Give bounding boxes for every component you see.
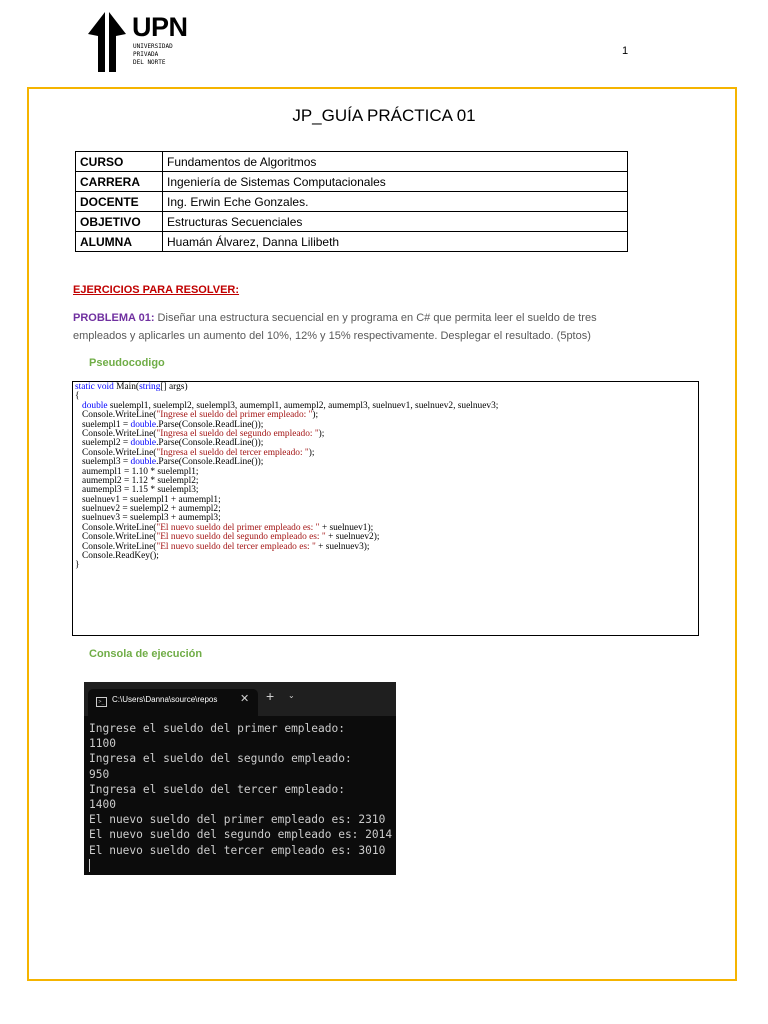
code-text: Console.WriteLine( [75,532,157,543]
code-string: "El nuevo sueldo del primer empleado es: " [156,522,320,533]
code-line [75,543,696,552]
code-text: suelnuev1 = suelempl1 + aumempl1; [75,494,221,505]
info-value: Estructuras Secuenciales [163,212,628,232]
code-keyword: double [130,419,157,430]
code-text: } [75,560,80,571]
table-row [76,212,628,232]
code-text: suelnuev3 = suelempl3 + aumempl3; [75,513,221,524]
info-value: Fundamentos de Algoritmos [163,152,628,172]
console-line: 950 [89,767,110,781]
code-string: "Ingrese el sueldo del primer empleado: " [156,410,313,421]
code-text: suelnuev2 = suelempl2 + aumempl2; [75,504,221,515]
console-line: El nuevo sueldo del primer empleado es: 2310 [89,813,386,827]
code-text: + suelnuev3); [315,541,370,552]
info-key: ALUMNA [76,232,163,252]
code-keyword: double [130,438,157,449]
code-block [72,381,699,636]
info-value: Ing. Erwin Eche Gonzales. [163,192,628,212]
info-value: Huamán Álvarez, Danna Lilibeth [163,232,628,252]
console-line: Ingrese el sueldo del primer empleado: [89,722,345,735]
problem-statement [73,309,643,345]
code-text: Console.WriteLine( [75,447,157,458]
terminal-icon: >_ [96,697,107,707]
code-string: "Ingresa el sueldo del tercer empleado: " [156,447,309,458]
info-table [75,151,628,252]
code-text: Console.WriteLine( [75,428,157,439]
logo-sub-line: DEL NORTE [133,59,166,66]
code-text: suelempl1, suelempl2, suelempl3, aumempl1, aumempl2, aumempl3, suelnuev1, suelnuev2, suelnuev3; [107,400,499,411]
console-tab-title: C:\Users\Danna\source\repos [112,695,218,704]
console-tab-bar [84,682,396,716]
table-row [76,172,628,192]
upn-arrow-icon [88,12,130,72]
code-text: suelempl3 = [75,457,131,468]
code-text: aumempl2 = 1.12 * suelempl2; [75,475,199,486]
code-text: aumempl1 = 1.10 * suelempl1; [75,466,199,477]
code-keyword: double [82,400,108,411]
console-tab[interactable] [88,689,258,716]
code-string: "El nuevo sueldo del tercer empleado es: " [156,541,316,552]
console-window [84,682,396,875]
code-keyword: static void [75,382,114,392]
console-output [89,721,392,858]
console-line: Ingresa el sueldo del tercer empleado: [89,782,345,796]
text-cursor [89,859,90,872]
code-text: + suelnuev2); [325,532,380,543]
code-keyword: double [130,457,157,468]
logo-word: UPN [132,12,188,42]
code-text: .Parse(Console.ReadLine()); [156,419,264,430]
code-text: suelempl1 = [75,419,131,430]
code-text: Console.WriteLine( [75,410,157,421]
code-text: ); [312,410,319,421]
code-line [75,561,696,570]
table-row [76,192,628,212]
console-line: Ingresa el sueldo del segundo empleado: [89,752,352,766]
page-number: 1 [622,45,629,57]
new-tab-icon[interactable]: + [266,688,275,704]
table-row [76,152,628,172]
code-text: .Parse(Console.ReadLine()); [156,438,264,449]
console-line: El nuevo sueldo del tercer empleado es: 3010 [89,843,386,857]
info-key: CURSO [76,152,163,172]
logo-sub-line: PRIVADA [133,51,159,58]
info-key: CARRERA [76,172,163,192]
code-text: Console.WriteLine( [75,522,157,533]
code-text: ); [308,447,315,458]
console-line: 1400 [89,798,116,812]
code-text: ); [318,428,325,439]
code-line [75,552,696,561]
code-line [75,383,696,392]
info-key: DOCENTE [76,192,163,212]
code-string: "El nuevo sueldo del segundo empleado es: " [156,532,326,543]
console-heading: Consola de ejecución [89,648,203,660]
exercises-heading: EJERCICIOS PARA RESOLVER: [73,284,240,296]
console-line: 1100 [89,737,116,751]
chevron-down-icon[interactable]: ⌄ [288,691,295,700]
code-text: + suelnuev1); [319,522,374,533]
code-text: Main( [113,382,140,392]
code-text: { [75,391,80,402]
code-text: suelempl2 = [75,438,131,449]
code-text: Console.WriteLine( [75,541,157,552]
pseudocode-heading: Pseudocodigo [89,357,165,369]
code-text: aumempl3 = 1.15 * suelempl3; [75,485,199,496]
info-key: OBJETIVO [76,212,163,232]
code-text: [] args) [160,382,188,392]
info-value: Ingeniería de Sistemas Computacionales [163,172,628,192]
console-line: El nuevo sueldo del segundo empleado es: 2014 [89,828,393,842]
code-text: Console.ReadKey(); [75,551,159,562]
code-text: .Parse(Console.ReadLine()); [156,457,264,468]
problem-text: Diseñar una estructura secuencial en y programa en C# que permita leer el sueldo de tres empleados y aplicarles un aumento del 10%, 12% y 15% respectivamente. Desplegar el resultado. (5ptos) [73,312,597,342]
problem-label: PROBLEMA 01: [73,312,155,324]
document-title: JP_GUÍA PRÁCTICA 01 [292,106,476,125]
code-keyword: string [139,382,161,392]
close-icon[interactable]: ✕ [240,693,250,705]
logo-sub-line: UNIVERSIDAD [133,43,173,50]
table-row [76,232,628,252]
upn-logo [88,12,188,74]
code-string: "Ingresa el sueldo del segundo empleado: " [156,428,319,439]
logo-subtitle [133,43,173,67]
